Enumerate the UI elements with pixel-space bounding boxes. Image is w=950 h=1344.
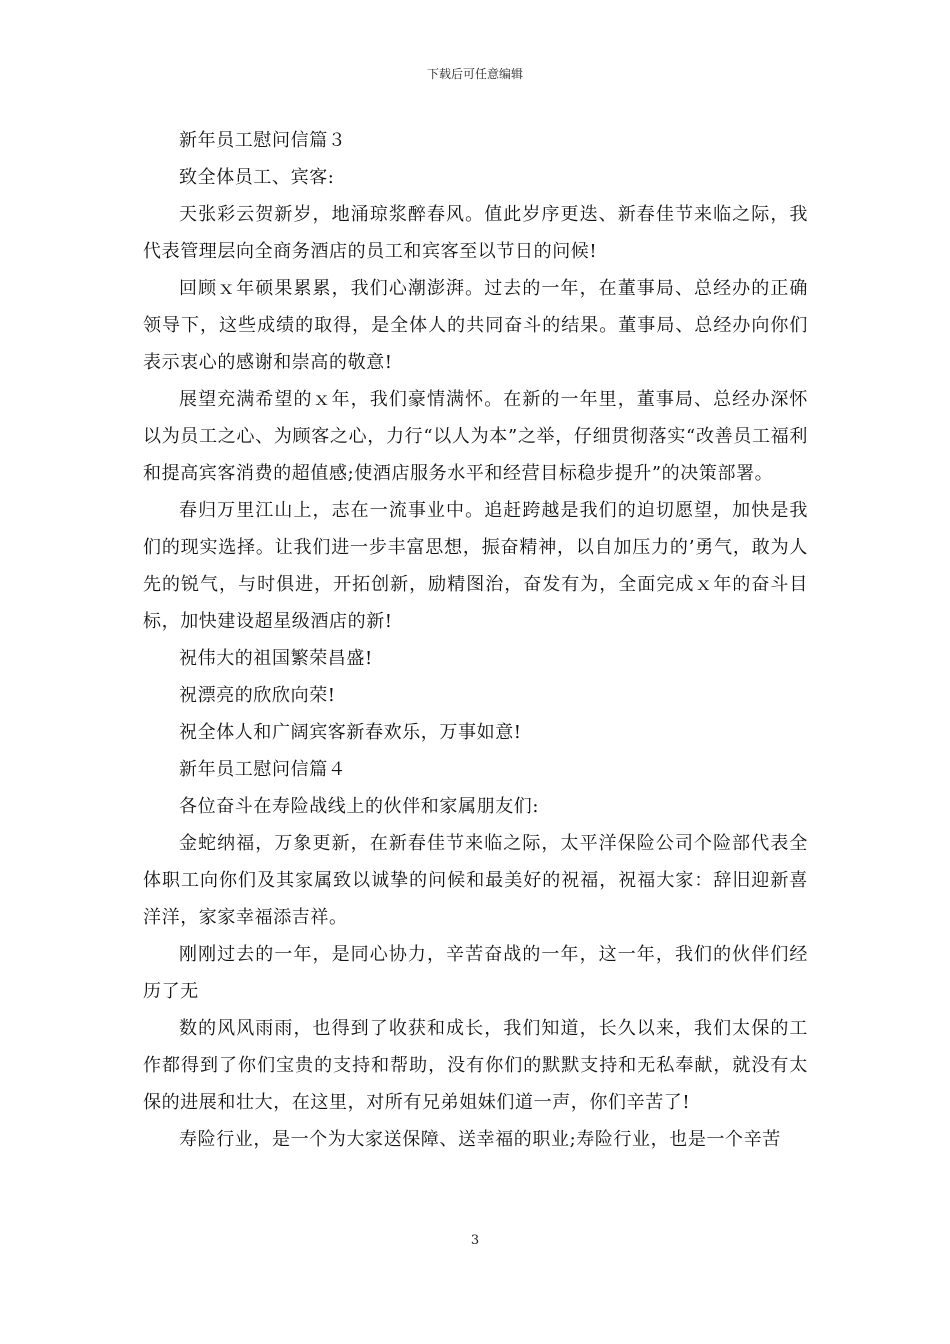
wish-line: 祝全体人和广阔宾客新春欢乐，万事如意! — [179, 722, 522, 743]
body-paragraph: 天张彩云贺新岁，地涌琼浆醉春风。值此岁序更迭、新春佳节来临之际，我代表管理层向全商务酒店的员工和宾客至以节日的问候! — [143, 204, 808, 262]
body-paragraph: 刚刚过去的一年，是同心协力，辛苦奋战的一年，这一年，我们的伙伴们经历了无 — [143, 944, 808, 1002]
wish-line: 祝伟大的祖国繁荣昌盛! — [179, 648, 373, 669]
body-paragraph: 回顾ｘ年硕果累累，我们心潮澎湃。过去的一年，在董事局、总经办的正确领导下，这些成绩的取得，是全体人的共同奋斗的结果。董事局、总经办向你们表示衷心的感谢和崇高的敬意! — [143, 278, 808, 373]
section-title: 新年员工慰问信篇４ — [179, 759, 347, 780]
body-paragraph: 金蛇纳福，万象更新，在新春佳节来临之际，太平洋保险公司个险部代表全体职工向你们及其家属致以诚挚的问候和最美好的祝福，祝福大家：辞旧迎新喜洋洋，家家幸福添吉祥。 — [143, 833, 808, 928]
salutation: 各位奋斗在寿险战线上的伙伴和家属朋友们: — [179, 796, 540, 817]
page-header: 下载后可任意编辑 — [426, 67, 523, 81]
wish-line: 祝漂亮的欣欣向荣! — [179, 685, 336, 706]
salutation: 致全体员工、宾客: — [179, 167, 335, 188]
body-paragraph: 春归万里江山上，志在一流事业中。追赶跨越是我们的迫切愿望，加快是我们的现实选择。让我们进一步丰富思想，振奋精神，以自加压力的’勇气，敢为人先的锐气，与时俱进，开拓创新，励精图治，奋发有为，全面完成ｘ年的奋斗目标，加快建设超星级酒店的新! — [143, 500, 808, 632]
document-body — [143, 122, 808, 1158]
section-title: 新年员工慰问信篇３ — [179, 130, 347, 151]
page-number: 3 — [470, 1233, 480, 1248]
body-paragraph: 展望充满希望的ｘ年，我们豪情满怀。在新的一年里，董事局、总经办深怀以为员工之心、为顾客之心，力行“以人为本”之举，仔细贯彻落实“改善员工福利和提高宾客消费的超值感;使酒店服务水平和经营目标稳步提升”的决策部署。 — [143, 389, 808, 484]
body-paragraph: 寿险行业，是一个为大家送保障、送幸福的职业;寿险行业，也是一个辛苦 — [179, 1129, 781, 1150]
body-paragraph: 数的风风雨雨，也得到了收获和成长，我们知道，长久以来，我们太保的工作都得到了你们宝贵的支持和帮助，没有你们的默默支持和无私奉献，就没有太保的进展和壮大，在这里，对所有兄弟姐妹们道一声，你们辛苦了! — [143, 1018, 808, 1113]
